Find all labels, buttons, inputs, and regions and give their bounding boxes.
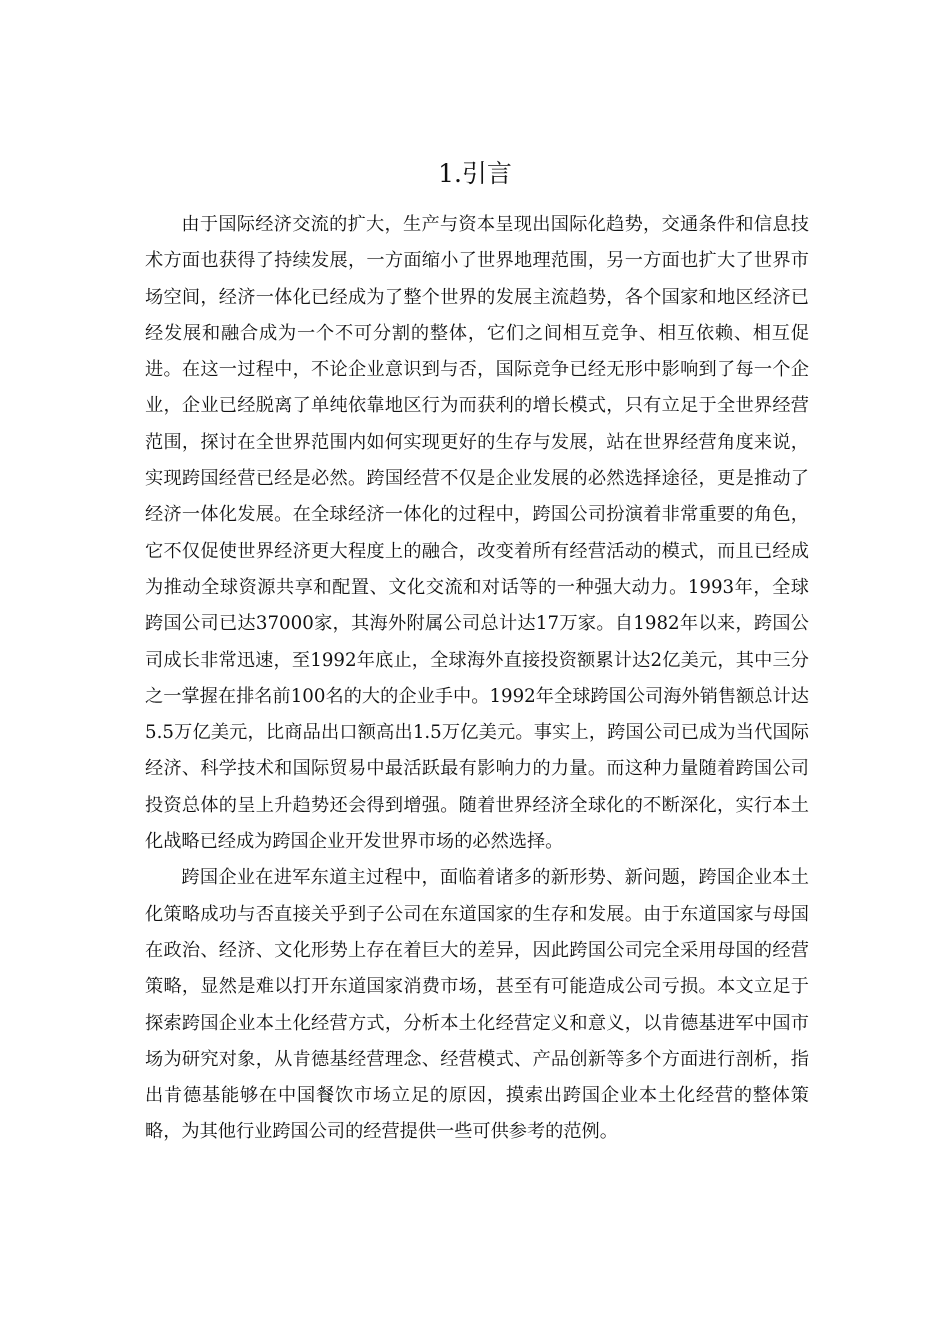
paragraph-2: 跨国企业在进军东道主过程中，面临着诸多的新形势、新问题，跨国企业本土化策略成功与否直接关乎到子公司在东道国家的生存和发展。由于东道国家与母国在政治、经济、文化形势上存在着巨大的差异，因此跨国公司完全采用母国的经营策略，显然是难以打开东道国家消费市场，甚至有可能造成公司亏损。本文立足于探索跨国企业本土化经营方式，分析本土化经营定义和意义，以肯德基进军中国市场为研究对象，从肯德基经营理念、经营模式、产品创新等多个方面进行剖析，指出肯德基能够在中国餐饮市场立足的原因，摸索出跨国企业本土化经营的整体策略，为其他行业跨国公司的经营提供一些可供参考的范例。 (145, 867, 809, 1143)
section-body (145, 207, 809, 1151)
section-title: 1.引言 (438, 159, 512, 188)
paragraph-1: 由于国际经济交流的扩大，生产与资本呈现出国际化趋势，交通条件和信息技术方面也获得了持续发展，一方面缩小了世界地理范围，另一方面也扩大了世界市场空间，经济一体化已经成为了整个世界的发展主流趋势，各个国家和地区经济已经发展和融合成为一个不可分割的整体，它们之间相互竞争、相互依赖、相互促进。在这一过程中，不论企业意识到与否，国际竞争已经无形中影响到了每一个企业，企业已经脱离了单纯依靠地区行为而获利的增长模式，只有立足于全世界经营范围，探讨在全世界范围内如何实现更好的生存与发展，站在世界经营角度来说，实现跨国经营已经是必然。跨国经营不仅是企业发展的必然选择途径，更是推动了经济一体化发展。在全球经济一体化的过程中，跨国公司扮演着非常重要的角色，它不仅促使世界经济更大程度上的融合，改变着所有经营活动的模式，而且已经成为推动全球资源共享和配置、文化交流和对话等的一种强大动力。1993年，全球跨国公司已达37000家，其海外附属公司总计达17万家。自1982年以来，跨国公司成长非常迅速，至1992年底止，全球海外直接投资额累计达2亿美元，其中三分之一掌握在排名前100名的大的企业手中。1992年全球跨国公司海外销售额总计达5.5万亿美元，比商品出口额高出1.5万亿美元。事实上，跨国公司已成为当代国际经济、科学技术和国际贸易中最活跃最有影响力的力量。而这种力量随着跨国公司投资总体的呈上升趋势还会得到增强。随着世界经济全球化的不断深化，实行本土化战略已经成为跨国企业开发世界市场的必然选择。 (145, 214, 809, 853)
